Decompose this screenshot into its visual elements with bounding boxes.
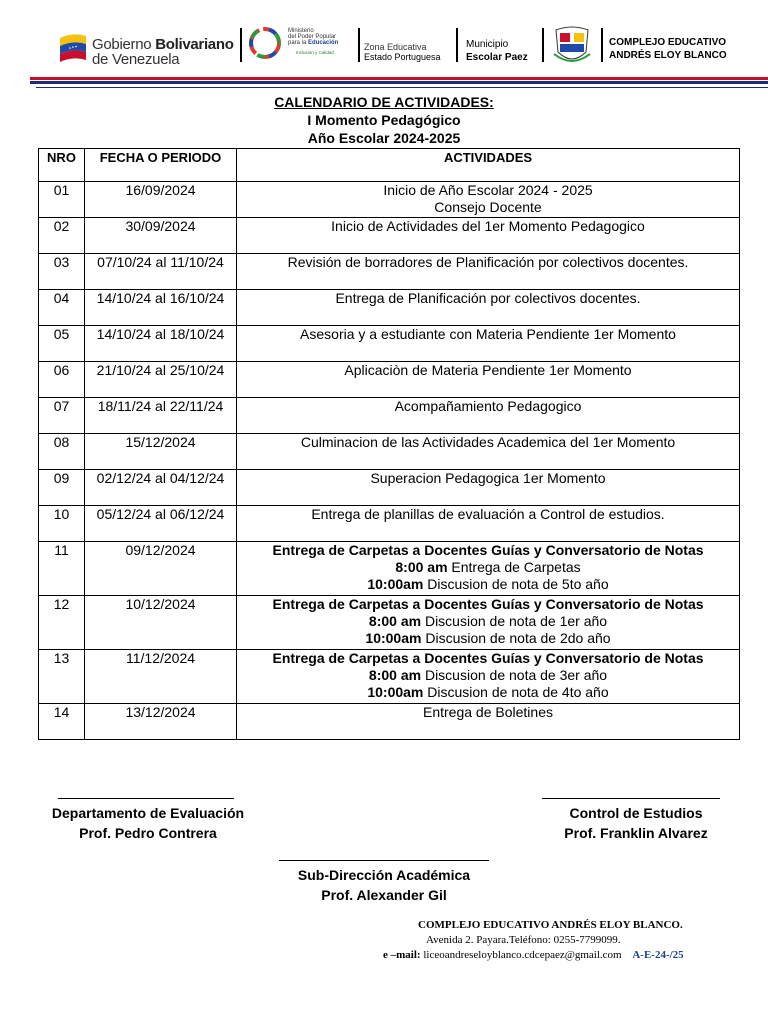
- col-header-nro: NRO: [39, 149, 85, 182]
- header-rule-thin: [36, 87, 768, 88]
- table-row: [39, 506, 740, 542]
- table-row: [39, 470, 740, 506]
- row-actividad: Entrega de Carpetas a Docentes Guías y Conversatorio de Notas 8:00 am Discusion de nota de 1er año 10:00am Discusion de nota de 2do año: [237, 596, 740, 650]
- footer-institution: COMPLEJO EDUCATIVO ANDRÉS ELOY BLANCO.: [418, 919, 683, 931]
- header-divider: [542, 28, 544, 62]
- table-row: [39, 290, 740, 326]
- row-nro: 07: [39, 398, 85, 434]
- signature-center: Sub-Dirección Académica Prof. Alexander Gil: [297, 867, 471, 903]
- table-row: [39, 704, 740, 740]
- row-nro: 05: [39, 326, 85, 362]
- row-nro: 09: [39, 470, 85, 506]
- table-row: [39, 398, 740, 434]
- row-fecha: 16/09/2024: [85, 182, 237, 218]
- document-title: CALENDARIO DE ACTIVIDADES:: [274, 94, 494, 110]
- complejo-label: COMPLEJO EDUCATIVO ANDRÉS ELOY BLANCO: [609, 37, 727, 61]
- row-actividad: Entrega de Planificación por colectivos docentes.: [237, 290, 740, 326]
- row-nro: 08: [39, 434, 85, 470]
- signature-left: Departamento de Evaluación Prof. Pedro Contrera: [51, 805, 245, 841]
- venezuela-flag-icon: [58, 30, 88, 64]
- row-nro: 14: [39, 704, 85, 740]
- letterhead: [52, 22, 746, 70]
- row-actividad: Asesoria y a estudiante con Materia Pendiente 1er Momento: [237, 326, 740, 362]
- footer-address: Avenida 2. Payara.Teléfono: 0255-7799099.: [426, 934, 621, 946]
- email-label: e –mail:: [383, 949, 421, 961]
- row-nro: 11: [39, 542, 85, 596]
- email-address: liceoandreseloyblanco.cdcepaez@gmail.com: [420, 949, 622, 961]
- row-actividad: Acompañamiento Pedagogico: [237, 398, 740, 434]
- row-fecha: 09/12/2024: [85, 542, 237, 596]
- header-divider: [456, 28, 458, 62]
- row-actividad: Entrega de Carpetas a Docentes Guías y Conversatorio de Notas 8:00 am Discusion de nota de 3er año 10:00am Discusion de nota de 4to año: [237, 650, 740, 704]
- row-actividad: Entrega de Carpetas a Docentes Guías y Conversatorio de Notas 8:00 am Entrega de Carpetas 10:00am Discusion de nota de 5to año: [237, 542, 740, 596]
- gov-text-2: de Venezuela: [92, 51, 180, 68]
- school-crest-icon: [550, 24, 594, 68]
- row-actividad: Inicio de Año Escolar 2024 - 2025 Consejo Docente: [237, 182, 740, 218]
- row-fecha: 21/10/24 al 25/10/24: [85, 362, 237, 398]
- signature-right: Control de Estudios Prof. Franklin Alvarez: [564, 805, 708, 841]
- signature-line-right: [542, 798, 720, 799]
- row-fecha: 15/12/2024: [85, 434, 237, 470]
- header-rule-navy: [30, 81, 768, 84]
- document-reference: A-E-24-/25: [632, 949, 684, 961]
- row-fecha: 13/12/2024: [85, 704, 237, 740]
- row-fecha: 05/12/24 al 06/12/24: [85, 506, 237, 542]
- table-row: [39, 182, 740, 218]
- row-nro: 02: [39, 218, 85, 254]
- row-actividad: Superacion Pedagogica 1er Momento: [237, 470, 740, 506]
- table-row: [39, 326, 740, 362]
- table-row: [39, 596, 740, 650]
- row-actividad: Aplicaciòn de Materia Pendiente 1er Momento: [237, 362, 740, 398]
- row-actividad: Inicio de Actividades del 1er Momento Pedagogico: [237, 218, 740, 254]
- table-header-row: [39, 149, 740, 182]
- row-nro: 06: [39, 362, 85, 398]
- header-divider: [601, 28, 603, 62]
- table-row: [39, 542, 740, 596]
- row-fecha: 07/10/24 al 11/10/24: [85, 254, 237, 290]
- header-divider: [240, 28, 242, 62]
- footer-email: [383, 949, 684, 961]
- row-nro: 04: [39, 290, 85, 326]
- row-actividad: Entrega de planillas de evaluación a Control de estudios.: [237, 506, 740, 542]
- signature-line-left: [58, 798, 234, 799]
- row-actividad: Culminacion de las Actividades Academica del 1er Momento: [237, 434, 740, 470]
- row-fecha: 18/11/24 al 22/11/24: [85, 398, 237, 434]
- row-fecha: 11/12/2024: [85, 650, 237, 704]
- row-actividad: Revisión de borradores de Planificación por colectivos docentes.: [237, 254, 740, 290]
- row-actividad: Entrega de Boletines: [237, 704, 740, 740]
- ministerio-logo-icon: [245, 26, 285, 60]
- table-row: [39, 218, 740, 254]
- row-fecha: 30/09/2024: [85, 218, 237, 254]
- table-row: [39, 650, 740, 704]
- row-nro: 01: [39, 182, 85, 218]
- header-rule-red: [30, 77, 768, 80]
- row-nro: 03: [39, 254, 85, 290]
- row-fecha: 14/10/24 al 18/10/24: [85, 326, 237, 362]
- header-divider: [358, 28, 360, 62]
- signature-line-center: [279, 860, 489, 861]
- ministerio-text: Ministerio del Poder Popular para la Educación Inclusión y Calidad: [288, 28, 339, 55]
- row-nro: 13: [39, 650, 85, 704]
- activities-table: [38, 148, 740, 740]
- row-fecha: 14/10/24 al 16/10/24: [85, 290, 237, 326]
- document-subtitle: I Momento Pedagógico: [307, 112, 461, 128]
- municipio-label: Municipio Escolar Paez: [466, 39, 528, 63]
- school-year: Año Escolar 2024-2025: [307, 130, 461, 146]
- gov-text-1: Gobierno: [92, 36, 156, 53]
- col-header-fecha: FECHA O PERIODO: [85, 149, 237, 182]
- zona-educativa-label: Zona Educativa Estado Portuguesa: [364, 42, 441, 62]
- row-nro: 10: [39, 506, 85, 542]
- table-row: [39, 434, 740, 470]
- row-fecha: 10/12/2024: [85, 596, 237, 650]
- row-fecha: 02/12/24 al 04/12/24: [85, 470, 237, 506]
- table-row: [39, 362, 740, 398]
- col-header-actividades: ACTIVIDADES: [237, 149, 740, 182]
- table-row: [39, 254, 740, 290]
- row-nro: 12: [39, 596, 85, 650]
- gov-text-bold: Bolivariano: [155, 36, 234, 53]
- gobierno-bolivariano-logo: [58, 26, 238, 68]
